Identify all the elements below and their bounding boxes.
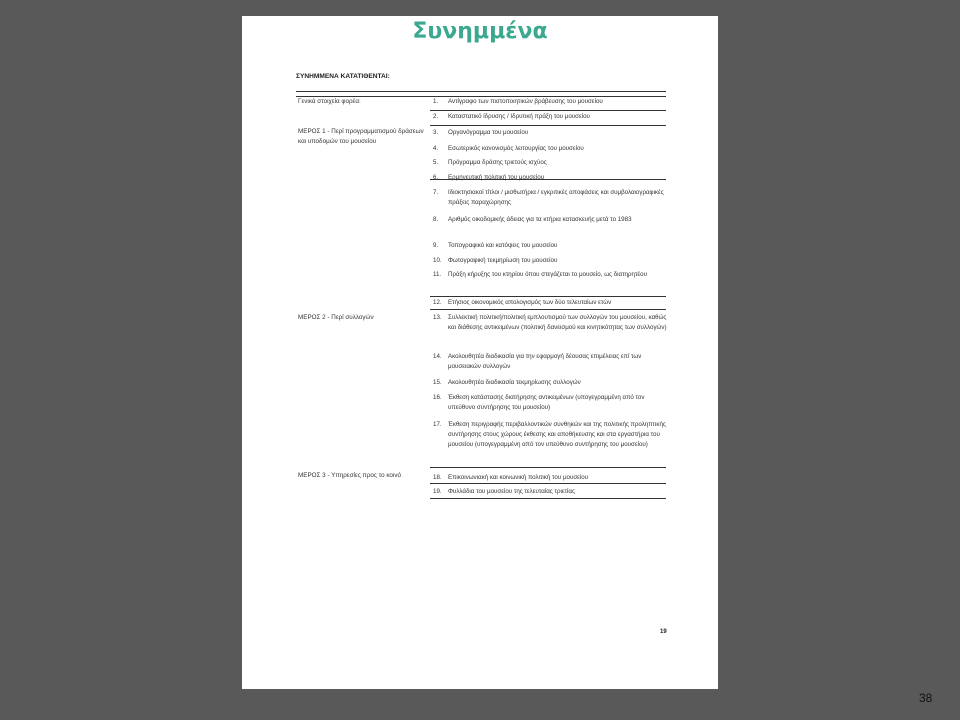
divider (430, 483, 666, 484)
divider (430, 467, 666, 468)
item-text: Ερμηνευτική πολιτική του μουσείου (448, 174, 545, 181)
item-text: Φωτογραφική τεκμηρίωση του μουσείου (448, 257, 558, 264)
item-text: Επικοινωνιακή και κοινωνική πολιτική του μουσείου (448, 474, 589, 481)
document-heading: ΣΥΝΗΜΜΕΝΑ ΚΑΤΑΤΙΘΕΝΤΑΙ: (296, 73, 390, 80)
item-number: 18. (433, 474, 442, 481)
document-page-number: 19 (660, 629, 667, 635)
divider (430, 125, 666, 126)
item-number: 5. (433, 159, 439, 166)
item-number: 8. (433, 216, 439, 223)
divider (430, 309, 666, 310)
item-text: Συλλεκτική πολιτική/πολιτική εμπλουτισμού των συλλογών του μουσείου, καθώς και διάθεσης αντικειμένων (πολιτική δανεισμού και κινητικότητας των συλλογών) (448, 314, 667, 331)
item-text: Πρόγραμμα δράσης τριετούς ισχύος (448, 159, 547, 166)
item-number: 16. (433, 394, 442, 401)
item-text: Φυλλάδια του μουσείου της τελευταίας τριετίας (448, 488, 575, 495)
divider (296, 91, 666, 92)
item-number: 6. (433, 174, 439, 181)
item-number: 4. (433, 145, 439, 152)
section-label-part-3: ΜΕΡΟΣ 3 - Υπηρεσίες προς το κοινό (298, 472, 401, 479)
item-text: Έκθεση κατάστασης διατήρησης αντικειμένων (υπογεγραμμένη από τον υπεύθυνο συντήρησης του μουσείου) (448, 394, 645, 411)
item-number: 11. (433, 271, 442, 278)
item-number: 12. (433, 299, 442, 306)
item-text: Ετήσιος οικονομικός απολογισμός των δύο τελευταίων ετών (448, 299, 612, 306)
section-label-part-1: ΜΕΡΟΣ 1 - Περί προγραμματισμού δράσεων και υποδομών του μουσείου (298, 128, 424, 145)
slide-title: Συνημμένα (412, 19, 548, 44)
item-number: 14. (433, 353, 442, 360)
section-label-part-2: ΜΕΡΟΣ 2 - Περί συλλογών (298, 314, 374, 321)
item-text: Οργανόγραμμα του μουσείου (448, 129, 529, 136)
item-number: 15. (433, 379, 442, 386)
item-text: Αριθμός οικοδομικής άδειας για τα κτήρια κατασκευής μετά το 1983 (448, 216, 632, 223)
item-number: 13. (433, 314, 442, 321)
item-text: Ιδιοκτησιακοί τίτλοι / μισθωτήρια / εγκριτικές αποφάσεις και συμβολαιογραφικές πράξεις παραχώρησης (448, 189, 664, 206)
item-number: 17. (433, 421, 442, 428)
item-number: 10. (433, 257, 442, 264)
item-number: 3. (433, 129, 439, 136)
document-page (242, 16, 718, 689)
item-text: Τοπογραφικό και κατόψεις του μουσείου (448, 242, 558, 249)
item-number: 7. (433, 189, 439, 196)
item-text: Πράξη κήρυξης του κτηρίου όπου στεγάζεται το μουσείο, ως διατηρητέου (448, 271, 647, 278)
divider (430, 498, 666, 499)
item-text: Αντίγραφο των πιστοποιητικών βράβευσης του μουσείου (448, 98, 603, 105)
item-text: Εσωτερικός κανονισμός λειτουργίας του μουσείου (448, 145, 584, 152)
item-text: Ακολουθητέα διαδικασία για την εφαρμογή δέουσας επιμέλειας επί των μουσειακών συλλογών (448, 353, 642, 370)
slide-number: 38 (919, 691, 933, 705)
item-number: 2. (433, 113, 439, 120)
item-text: Έκθεση περιγραφής περιβαλλοντικών συνθηκών και της πολιτικής προληπτικής συντήρησης στους χώρους έκθεσης και αποθήκευσης και στα εργαστήρια του μουσείου (υπογεγραμμένη από τον υπεύθυνο συντήρησης του μουσείου) (448, 421, 666, 448)
item-number: 1. (433, 98, 439, 105)
item-text: Καταστατικό ίδρυσης / Ιδρυτική πράξη του μουσείου (448, 113, 590, 120)
section-label-general: Γενικά στοιχεία φορέα: (298, 98, 361, 105)
item-number: 19. (433, 488, 442, 495)
item-text: Ακολουθητέα διαδικασία τεκμηρίωσης συλλογών (448, 379, 581, 386)
divider (430, 296, 666, 297)
divider (430, 110, 666, 111)
item-number: 9. (433, 242, 439, 249)
